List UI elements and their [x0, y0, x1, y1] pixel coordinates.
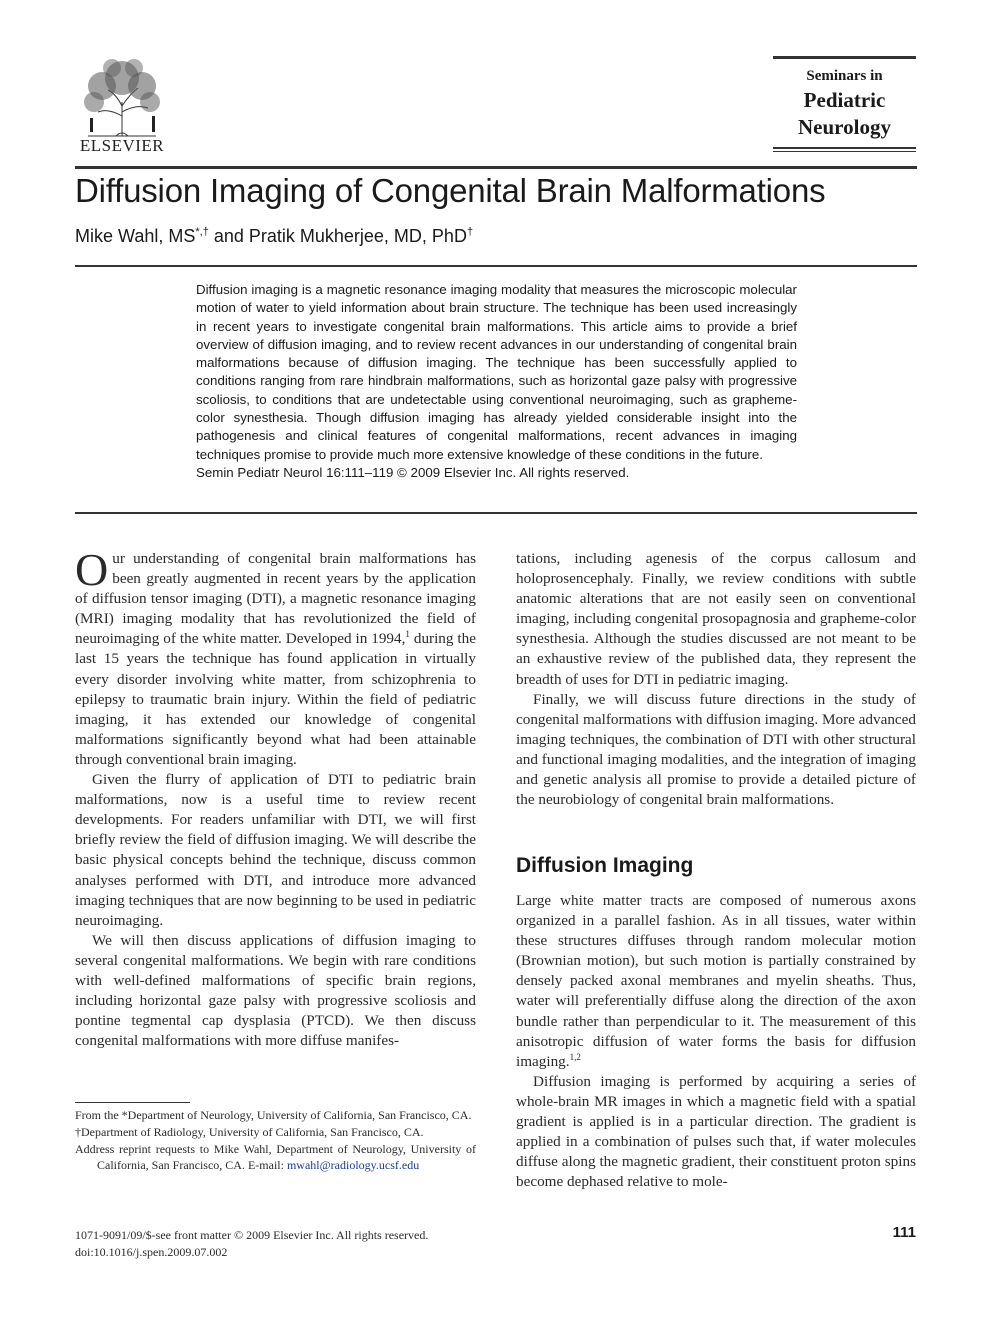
body-paragraph: Diffusion imaging is performed by acquiring a series of whole-brain MR images in which a magnetic field with a spatial gradient is applied is in a particular direction. The gradient is applied in a combination of pulses such that, if water molecules diffuse along the magnetic gradient, their constituent proton spins become dephased relative to mole- [516, 1072, 916, 1191]
author-name: Pratik Mukherjee, MD, PhD [248, 226, 467, 246]
masthead-rule [773, 151, 916, 152]
body-paragraph: We will then discuss applications of diffusion imaging to several congenital malformations. We begin with rare conditions with well-defined malformations of specific brain regions, including horizontal gaze palsy with progressive scoliosis and pontine tegmental cap dysplasia (PTCD). We then discuss congenital malformations with more diffuse manifes- [75, 931, 476, 1050]
journal-name-line2: Neurology [798, 115, 891, 139]
author-list [75, 226, 917, 247]
email-link[interactable]: mwahl@radiology.ucsf.edu [286, 1158, 420, 1173]
footnotes [75, 1107, 476, 1174]
title-divider [75, 166, 917, 169]
elsevier-tree-icon [78, 56, 166, 138]
masthead-rule [773, 56, 916, 59]
footnote-text: Address reprint requests to Mike Wahl, Department of Neurology, University of California, San Francisco, CA. E-mail: [75, 1141, 476, 1173]
abstract-citation: Semin Pediatr Neurol 16:111–119 © 2009 Elsevier Inc. All rights reserved. [196, 464, 630, 480]
body-paragraph: tations, including agenesis of the corpus callosum and holoprosencephaly. Finally, we review conditions with subtle anatomic alterations that are not easily seen on conventional imaging, including congenital prosopagnosia and grapheme-color synesthesia. Although the studies discussed are not meant to be an exhaustive review of the published data, they represent the breadth of uses for DTI in pediatric imaging. [516, 550, 916, 688]
abstract [196, 281, 797, 482]
footnote-correspondence [75, 1141, 476, 1175]
section-heading: Diffusion Imaging [516, 854, 694, 877]
issn-line: 1071-9091/09/$-see front matter © 2009 Elsevier Inc. All rights reserved. [75, 1228, 429, 1242]
paragraph-text: Large white matter tracts are composed of numerous axons organized in a parallel fashion. As in all tissues, water within these structures diffuses through random molecular motion (Brownian motion), but such motion is partially constrained by densely packed axonal membranes and myelin sheaths. Thus, water will preferentially diffuse along the direction of the axon bundle rather than perpendicular to it. The measurement of this anisotropic diffusion of water forms the basis for diffusion imaging. [516, 892, 916, 1070]
author-joiner: and [208, 226, 249, 246]
body-paragraph: Given the flurry of application of DTI to pediatric brain malformations, now is a useful time to review recent developments. For readers unfamiliar with DTI, we will first briefly review the field of diffusion imaging. We will describe the basic physical concepts behind the technique, discuss common analyses performed with DTI, and introduce more advanced imaging techniques that are now beginning to be used in pediatric neuroimaging. [75, 771, 476, 929]
paragraph-text: ur understanding of congenital brain malformations has been greatly augmented in recent years by the application of diffusion tensor imaging (DTI), a magnetic resonance imaging (MRI) imaging modality that has revolutionized the field of neuroimaging of the white matter. Developed in 1994, [75, 550, 476, 648]
citation-ref[interactable]: 1,2 [569, 1051, 581, 1062]
author-affiliation-mark: *,† [195, 226, 209, 238]
body-paragraph: Finally, we will discuss future directions in the study of congenital malformations with diffusion imaging. More advanced imaging techniques, the combination of DTI with other structural and functional imaging modalities, and the integration of imaging and genetic analysis all promise to provide a detailed picture of the neurobiology of congenital brain malformations. [516, 690, 916, 809]
body-column-left [75, 544, 476, 1051]
abstract-text: Diffusion imaging is a magnetic resonance imaging modality that measures the microscopic molecular motion of water to yield information about brain structure. The technique has been used increasingly in recent years to investigate congenital brain malformations. This article aims to provide a brief overview of diffusion imaging, and to review recent advances in our understanding of congenital brain malformations because of diffusion imaging. The technique has been successfully applied to conditions ranging from rare hindbrain malformations, such as horizontal gaze palsy with progressive scoliosis, to conditions that are undetectable using conventional neuroimaging, such as grapheme-color synesthesia. Though diffusion imaging has already yielded considerable insight into the pathogenesis and clinical features of congenital malformations, recent advances in imaging techniques promise to provide much more extensive knowledge of these conditions in the future. [196, 282, 797, 462]
page-number: 111 [892, 1224, 916, 1241]
body-paragraph [75, 544, 476, 770]
footer-info [75, 1227, 495, 1260]
paragraph-text: during the last 15 years the technique has found application in virtually every disorder involving white matter, from schizophrenia to epilepsy to traumatic brain injury. Within the field of pediatric imaging, it has extended our knowledge of congenital malformations significantly beyond what had been attainable through conventional brain imaging. [75, 630, 476, 768]
publisher-name: ELSEVIER [79, 136, 165, 155]
body-column-right [516, 549, 916, 810]
elsevier-logo [72, 56, 172, 156]
abstract-divider [75, 512, 917, 514]
footnote-affiliation: From the *Department of Neurology, University of California, San Francisco, CA. [75, 1108, 472, 1122]
author-affiliation-mark: † [466, 226, 474, 238]
journal-series: Seminars in [806, 68, 883, 84]
journal-masthead [773, 56, 916, 154]
doi-line[interactable]: doi:10.1016/j.spen.2009.07.002 [75, 1244, 228, 1259]
footnote-divider [75, 1102, 190, 1103]
drop-cap: O [75, 544, 109, 595]
article-title: Diffusion Imaging of Congenital Brain Malformations [75, 172, 826, 209]
body-column-right-section [516, 891, 916, 1192]
body-paragraph [516, 891, 916, 1072]
citation-ref[interactable]: 1 [405, 629, 410, 640]
masthead-rule [773, 147, 916, 149]
author-name: Mike Wahl, MS [75, 226, 196, 246]
journal-name-line1: Pediatric [803, 88, 886, 112]
footnote-affiliation: †Department of Radiology, University of California, San Francisco, CA. [75, 1124, 424, 1139]
title-divider [75, 265, 917, 267]
